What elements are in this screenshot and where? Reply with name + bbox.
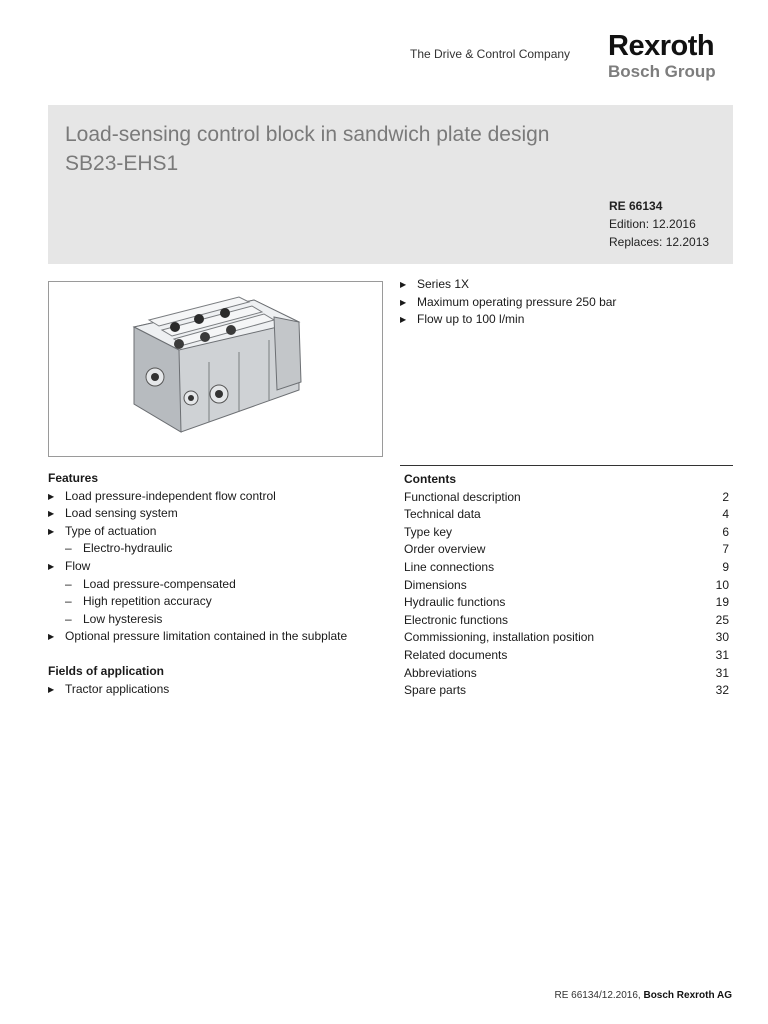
feature-subitem: – High repetition accuracy bbox=[48, 593, 388, 611]
reference-box bbox=[609, 197, 709, 251]
feature-subitem: – Low hysteresis bbox=[48, 611, 388, 629]
toc-page: 25 bbox=[715, 612, 729, 627]
control-block-illustration bbox=[49, 282, 382, 456]
footer-ref: RE 66134/12.2016, bbox=[554, 990, 641, 1001]
toc-label: Order overview bbox=[404, 542, 486, 557]
toc-row[interactable] bbox=[400, 524, 733, 542]
feature-item: ▶ Optional pressure limitation contained in the subplate bbox=[48, 628, 388, 646]
toc-row[interactable] bbox=[400, 594, 733, 612]
features-heading: Features bbox=[48, 471, 99, 485]
toc-label: Spare parts bbox=[404, 683, 467, 698]
toc-row[interactable] bbox=[400, 559, 733, 577]
title-line-2: SB23-EHS1 bbox=[65, 152, 179, 175]
highlights-list bbox=[400, 276, 616, 329]
toc-page: 19 bbox=[715, 595, 729, 610]
fields-list bbox=[48, 681, 388, 699]
highlight-item: ▶ Maximum operating pressure 250 bar bbox=[400, 294, 616, 312]
feature-item: ▶ Load sensing system bbox=[48, 505, 388, 523]
feature-item: ▶ Load pressure-independent flow control bbox=[48, 488, 388, 506]
group-name: Bosch Group bbox=[608, 62, 716, 81]
toc-page: 4 bbox=[722, 507, 729, 522]
rexroth-logo bbox=[608, 32, 716, 80]
feature-item: ▶ Flow bbox=[48, 558, 388, 576]
toc-page: 9 bbox=[722, 559, 729, 574]
toc-page: 30 bbox=[715, 630, 729, 645]
toc-label: Line connections bbox=[404, 559, 495, 574]
toc-label: Dimensions bbox=[404, 577, 467, 592]
toc-page: 32 bbox=[715, 683, 729, 698]
contents-heading: Contents bbox=[404, 472, 456, 486]
product-image-frame bbox=[48, 281, 383, 457]
feature-item: ▶ Type of actuation bbox=[48, 523, 388, 541]
toc-page: 6 bbox=[722, 524, 729, 539]
contents-section bbox=[400, 465, 733, 700]
toc-page: 10 bbox=[715, 577, 729, 592]
toc-page: 2 bbox=[722, 489, 729, 504]
brand-name: Rexroth bbox=[608, 30, 715, 62]
toc-row[interactable] bbox=[400, 489, 733, 507]
reference-number: RE 66134 bbox=[609, 199, 663, 213]
toc-label: Functional description bbox=[404, 489, 521, 504]
title-band bbox=[48, 105, 733, 264]
toc-label: Commissioning, installation position bbox=[404, 630, 595, 645]
features-section bbox=[48, 470, 388, 698]
toc-row[interactable] bbox=[400, 612, 733, 630]
title-line-1: Load-sensing control block in sandwich plate design bbox=[65, 123, 550, 146]
field-item: ▶ Tractor applications bbox=[48, 681, 388, 699]
toc-page: 7 bbox=[722, 542, 729, 557]
footer-company: Bosch Rexroth AG bbox=[643, 990, 732, 1001]
toc-row[interactable] bbox=[400, 665, 733, 683]
toc-label: Abbreviations bbox=[404, 665, 477, 680]
company-tagline: The Drive & Control Company bbox=[410, 47, 571, 61]
features-list bbox=[48, 488, 388, 646]
toc-label: Related documents bbox=[404, 647, 508, 662]
feature-subitem: – Load pressure-compensated bbox=[48, 576, 388, 594]
toc-row[interactable] bbox=[400, 629, 733, 647]
toc-label: Type key bbox=[404, 524, 453, 539]
toc-row[interactable] bbox=[400, 541, 733, 559]
toc-label: Hydraulic functions bbox=[404, 595, 506, 610]
edition: Edition: 12.2016 bbox=[609, 217, 696, 231]
toc-page: 31 bbox=[715, 665, 729, 680]
toc-row[interactable] bbox=[400, 647, 733, 665]
toc-row[interactable] bbox=[400, 506, 733, 524]
page-footer bbox=[555, 990, 733, 1001]
toc-row[interactable] bbox=[400, 682, 733, 700]
highlight-item: ▶ Flow up to 100 l/min bbox=[400, 311, 616, 329]
toc-label: Technical data bbox=[404, 507, 481, 522]
highlight-item: ▶ Series 1X bbox=[400, 276, 616, 294]
toc-page: 31 bbox=[715, 647, 729, 662]
fields-heading: Fields of application bbox=[48, 663, 165, 678]
feature-subitem: – Electro-hydraulic bbox=[48, 540, 388, 558]
replaces: Replaces: 12.2013 bbox=[609, 235, 710, 249]
document-title bbox=[65, 120, 549, 178]
toc-row[interactable] bbox=[400, 577, 733, 595]
toc-label: Electronic functions bbox=[404, 612, 509, 627]
